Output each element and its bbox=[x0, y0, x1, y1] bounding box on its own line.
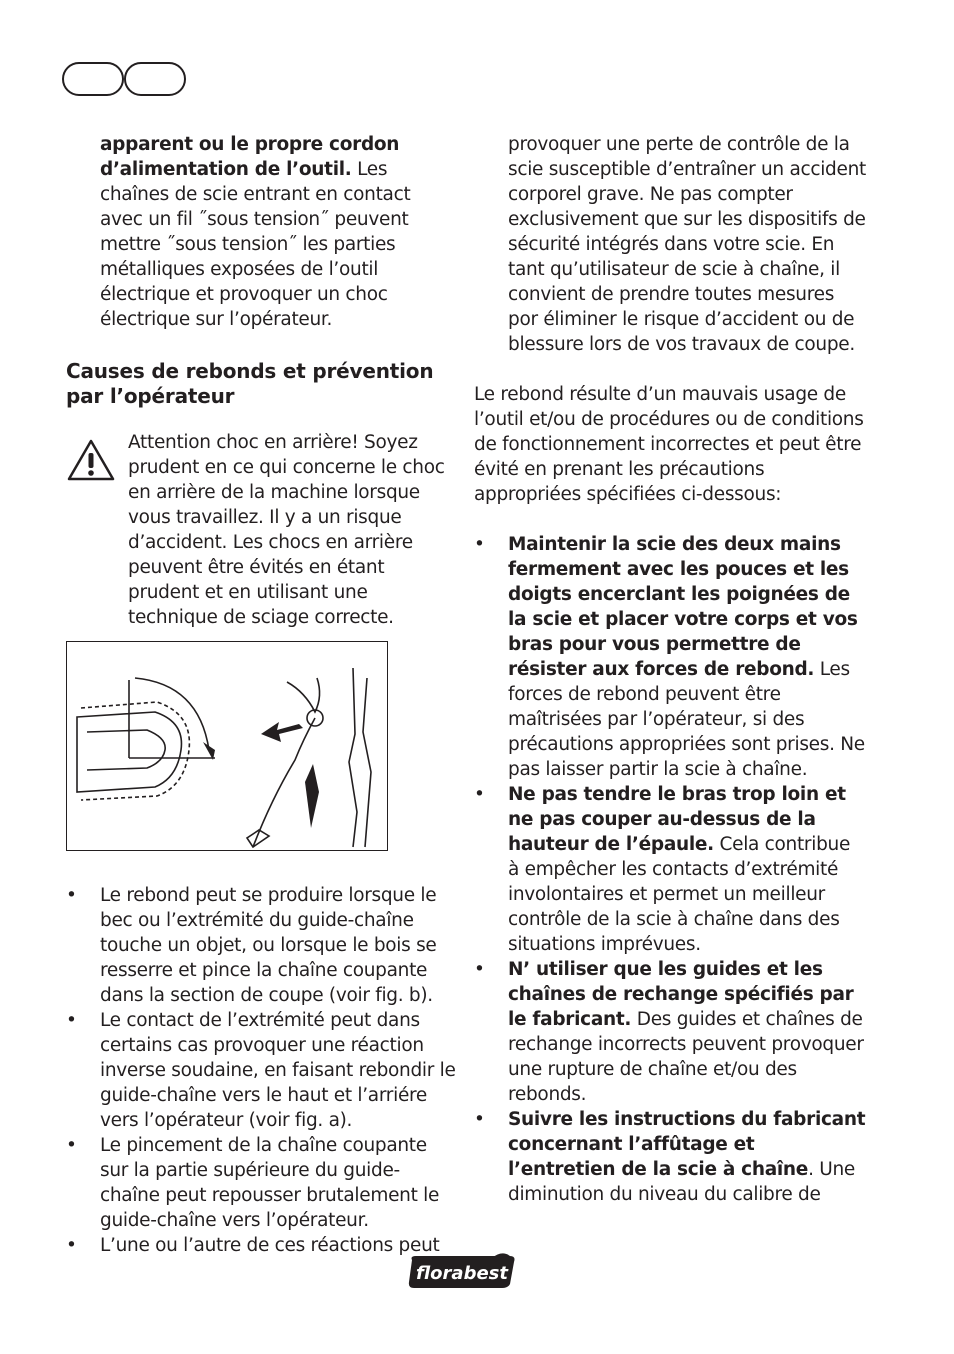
bullet-icon: • bbox=[474, 1109, 485, 1130]
branch-top bbox=[287, 678, 320, 712]
list-item: • L’une ou l’autre de ces réactions peut bbox=[66, 1235, 440, 1256]
list-item: • Le pincement de la chaîne coupante sur la partie supérieure du guide-chaîne peut repousser brutalement le guide-chaîne vers l’opérateur. bbox=[66, 1135, 440, 1231]
kickback-arrow-icon bbox=[261, 722, 303, 742]
logo-text: florabest bbox=[416, 1263, 508, 1284]
intro-paragraph bbox=[66, 132, 456, 332]
bullet-icon: • bbox=[66, 1010, 77, 1031]
tree-trunk bbox=[349, 668, 371, 847]
language-tab-left bbox=[62, 62, 124, 96]
rotation-arc bbox=[135, 678, 209, 750]
section-heading: Causes de rebonds et prévention par l’opérateur bbox=[66, 359, 434, 408]
warning-text: Attention choc en arrière! Soyez prudent en ce qui concerne le choc en arrière de la machine lorsque vous travaillez. Il y a un risque d’accident. Les chocs en arrière peuvent être évités en étant prudent et en utilisant une technique de sciage correcte. bbox=[128, 432, 445, 628]
bullet-icon: • bbox=[66, 885, 77, 906]
left-column bbox=[66, 132, 456, 1258]
bullet-icon: • bbox=[474, 959, 485, 980]
chain-teeth bbox=[81, 702, 189, 800]
intro-bold: apparent ou le propre cordon d’alimentation de l’outil. bbox=[100, 134, 400, 180]
left-bullet-list bbox=[66, 883, 456, 1258]
warning-icon bbox=[66, 438, 116, 482]
list-item: • Suivre les instructions du fabricant concernant l’affûtage et l’entretien de la scie à chaîne. Une diminution du niveau du calibre de bbox=[474, 1109, 866, 1205]
right-bullet-list bbox=[474, 532, 866, 1207]
bullet-icon: • bbox=[66, 1235, 77, 1256]
kickback-figure bbox=[66, 641, 388, 851]
bullet-icon: • bbox=[474, 534, 485, 555]
right-column bbox=[474, 132, 866, 1207]
bullet-icon: • bbox=[474, 784, 485, 805]
bullet-icon: • bbox=[66, 1135, 77, 1156]
list-item: • N’ utiliser que les guides et les chaînes de rechange spécifiés par le fabricant. Des guides et chaînes de rechange incorrects peuvent provoquer une rupture de chaîne et/ou des rebonds. bbox=[474, 959, 864, 1105]
kickback-illustration bbox=[67, 642, 389, 852]
kickback-paragraph: Le rebond résulte d’un mauvais usage de l’outil et/ou de procédures ou de conditions de fonctionnement incorrectes et peut être évité en prenant les précautions appropriées spécifiées ci-dessous: bbox=[474, 384, 864, 505]
language-tab-right bbox=[124, 62, 186, 96]
language-tabs bbox=[62, 62, 188, 98]
list-item: • Le rebond peut se produire lorsque le bec ou l’extrémité du guide-chaîne touche un objet, ou lorsque le bois se resserre et pince la chaîne coupante dans la section de coupe (voir fig. b). bbox=[66, 885, 437, 1006]
warning-block bbox=[66, 430, 456, 630]
bar-inner-outline bbox=[87, 730, 165, 770]
intro-text: Les chaînes de scie entrant en contact avec un fil ˝sous tension˝ peuvent mettre ˝sous tension˝ les parties métalliques exposées de l’outil électrique et provoquer un choc électrique sur l’opérateur. bbox=[100, 159, 411, 330]
list-item: • Ne pas tendre le bras trop loin et ne pas couper au-dessus de la hauteur de l’épaule. Cela contribue à empêcher les contacts d’extrémité involontaires et permet un meilleur contrôle de la scie à chaîne dans des situations imprévues. bbox=[474, 784, 851, 955]
list-item: • Maintenir la scie des deux mains fermement avec les pouces et les doigts encerclant les poignées de la scie et placer votre corps et vos bras pour vous permettre de résister aux forces de rebond. Les forces de rebond peuvent être maîtrisées par l’opérateur, si des précautions appropriées sont prises. Ne pas laisser partir la scie à chaîne. bbox=[474, 534, 865, 780]
wood-piece bbox=[305, 764, 319, 828]
florabest-logo bbox=[406, 1252, 518, 1290]
continued-paragraph: provoquer une perte de contrôle de la scie susceptible d’entraîner un accident corporel grave. Ne pas compter exclusivement que sur les dispositifs de sécurité intégrés dans votre scie. En tant qu’utilisateur de scie à chaîne, il convient de prendre toutes mesures por éliminer le risque d’accident ou de blessure lors de vos travaux de coupe. bbox=[508, 134, 866, 355]
list-item: • Le contact de l’extrémité peut dans certains cas provoquer une réaction inverse soudaine, en faisant rebondir le guide-chaîne vers le haut et l’arriére vers l’opérateur (voir fig. a). bbox=[66, 1010, 456, 1131]
